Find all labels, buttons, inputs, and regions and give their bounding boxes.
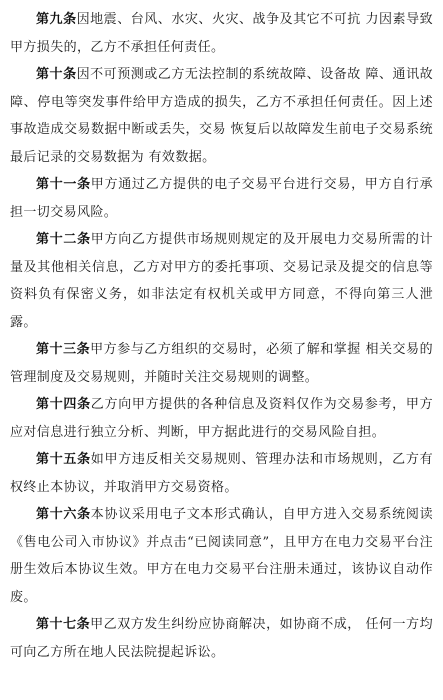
clause-number: 第十二条 — [36, 232, 91, 247]
clause-12 — [10, 226, 433, 336]
clause-11 — [10, 171, 433, 226]
clause-text: 因不可预测或乙方无法控制的系统故障、设备故 障、通讯故障、停电等突发事件给甲方造成的损失，乙方不承担任何责任。因上述事故造成交易数据中断或丢失，交易 恢复后以故障发生前电子交易系统最后记录的交易数据为 有效数据。 — [10, 67, 434, 165]
clause-9 — [10, 6, 433, 61]
clause-text: 本协议采用电子文本形式确认，自甲方进入交易系统阅读《售电公司入市协议》并点击“已阅读同意”，且甲方在电力交易平台注册生效后本协议生效。甲方在电力交易平台注册未通过，该协议自动作废。 — [10, 507, 433, 605]
clause-number: 第九条 — [36, 12, 77, 27]
clause-number: 第十条 — [36, 67, 77, 82]
clause-number: 第十五条 — [36, 452, 91, 467]
clause-16 — [10, 501, 433, 611]
clause-number: 第十六条 — [36, 507, 91, 522]
clause-number: 第十七条 — [36, 617, 91, 632]
clause-15 — [10, 446, 433, 501]
clause-text: 乙方向甲方提供的各种信息及资料仅作为交易参考，甲方应对信息进行独立分析、判断，甲方据此进行的交易风险自担。 — [10, 397, 433, 440]
clause-text: 甲方通过乙方提供的电子交易平台进行交易，甲方自行承担一切交易风险。 — [10, 177, 433, 220]
clause-text: 甲乙双方发生纠纷应协商解决，如协商不成， 任何一方均可向乙方所在地人民法院提起诉讼。 — [10, 617, 433, 660]
clause-number: 第十四条 — [36, 397, 91, 412]
clause-text: 因地震、台风、水灾、火灾、战争及其它不可抗 力因素导致甲方损失的，乙方不承担任何责任。 — [10, 12, 434, 55]
clause-text: 如甲方违反相关交易规则、管理办法和市场规则，乙方有权终止本协议，并取消甲方交易资格。 — [10, 452, 433, 495]
clause-17 — [10, 611, 433, 666]
clause-14 — [10, 391, 433, 446]
clause-13 — [10, 336, 433, 391]
clause-text: 甲方向乙方提供市场规则规定的及开展电力交易所需的计量及其他相关信息，乙方对甲方的委托事项、交易记录及提交的信息等资料负有保密义务，如非法定有权机关或甲方同意，不得向第三人泄露。 — [10, 232, 433, 330]
clause-text: 甲方参与乙方组织的交易时，必须了解和掌握 相关交易的管理制度及交易规则，并随时关注交易规则的调整。 — [10, 342, 433, 385]
clause-number: 第十一条 — [36, 177, 91, 192]
clause-10 — [10, 61, 433, 171]
clause-number: 第十三条 — [36, 342, 91, 357]
